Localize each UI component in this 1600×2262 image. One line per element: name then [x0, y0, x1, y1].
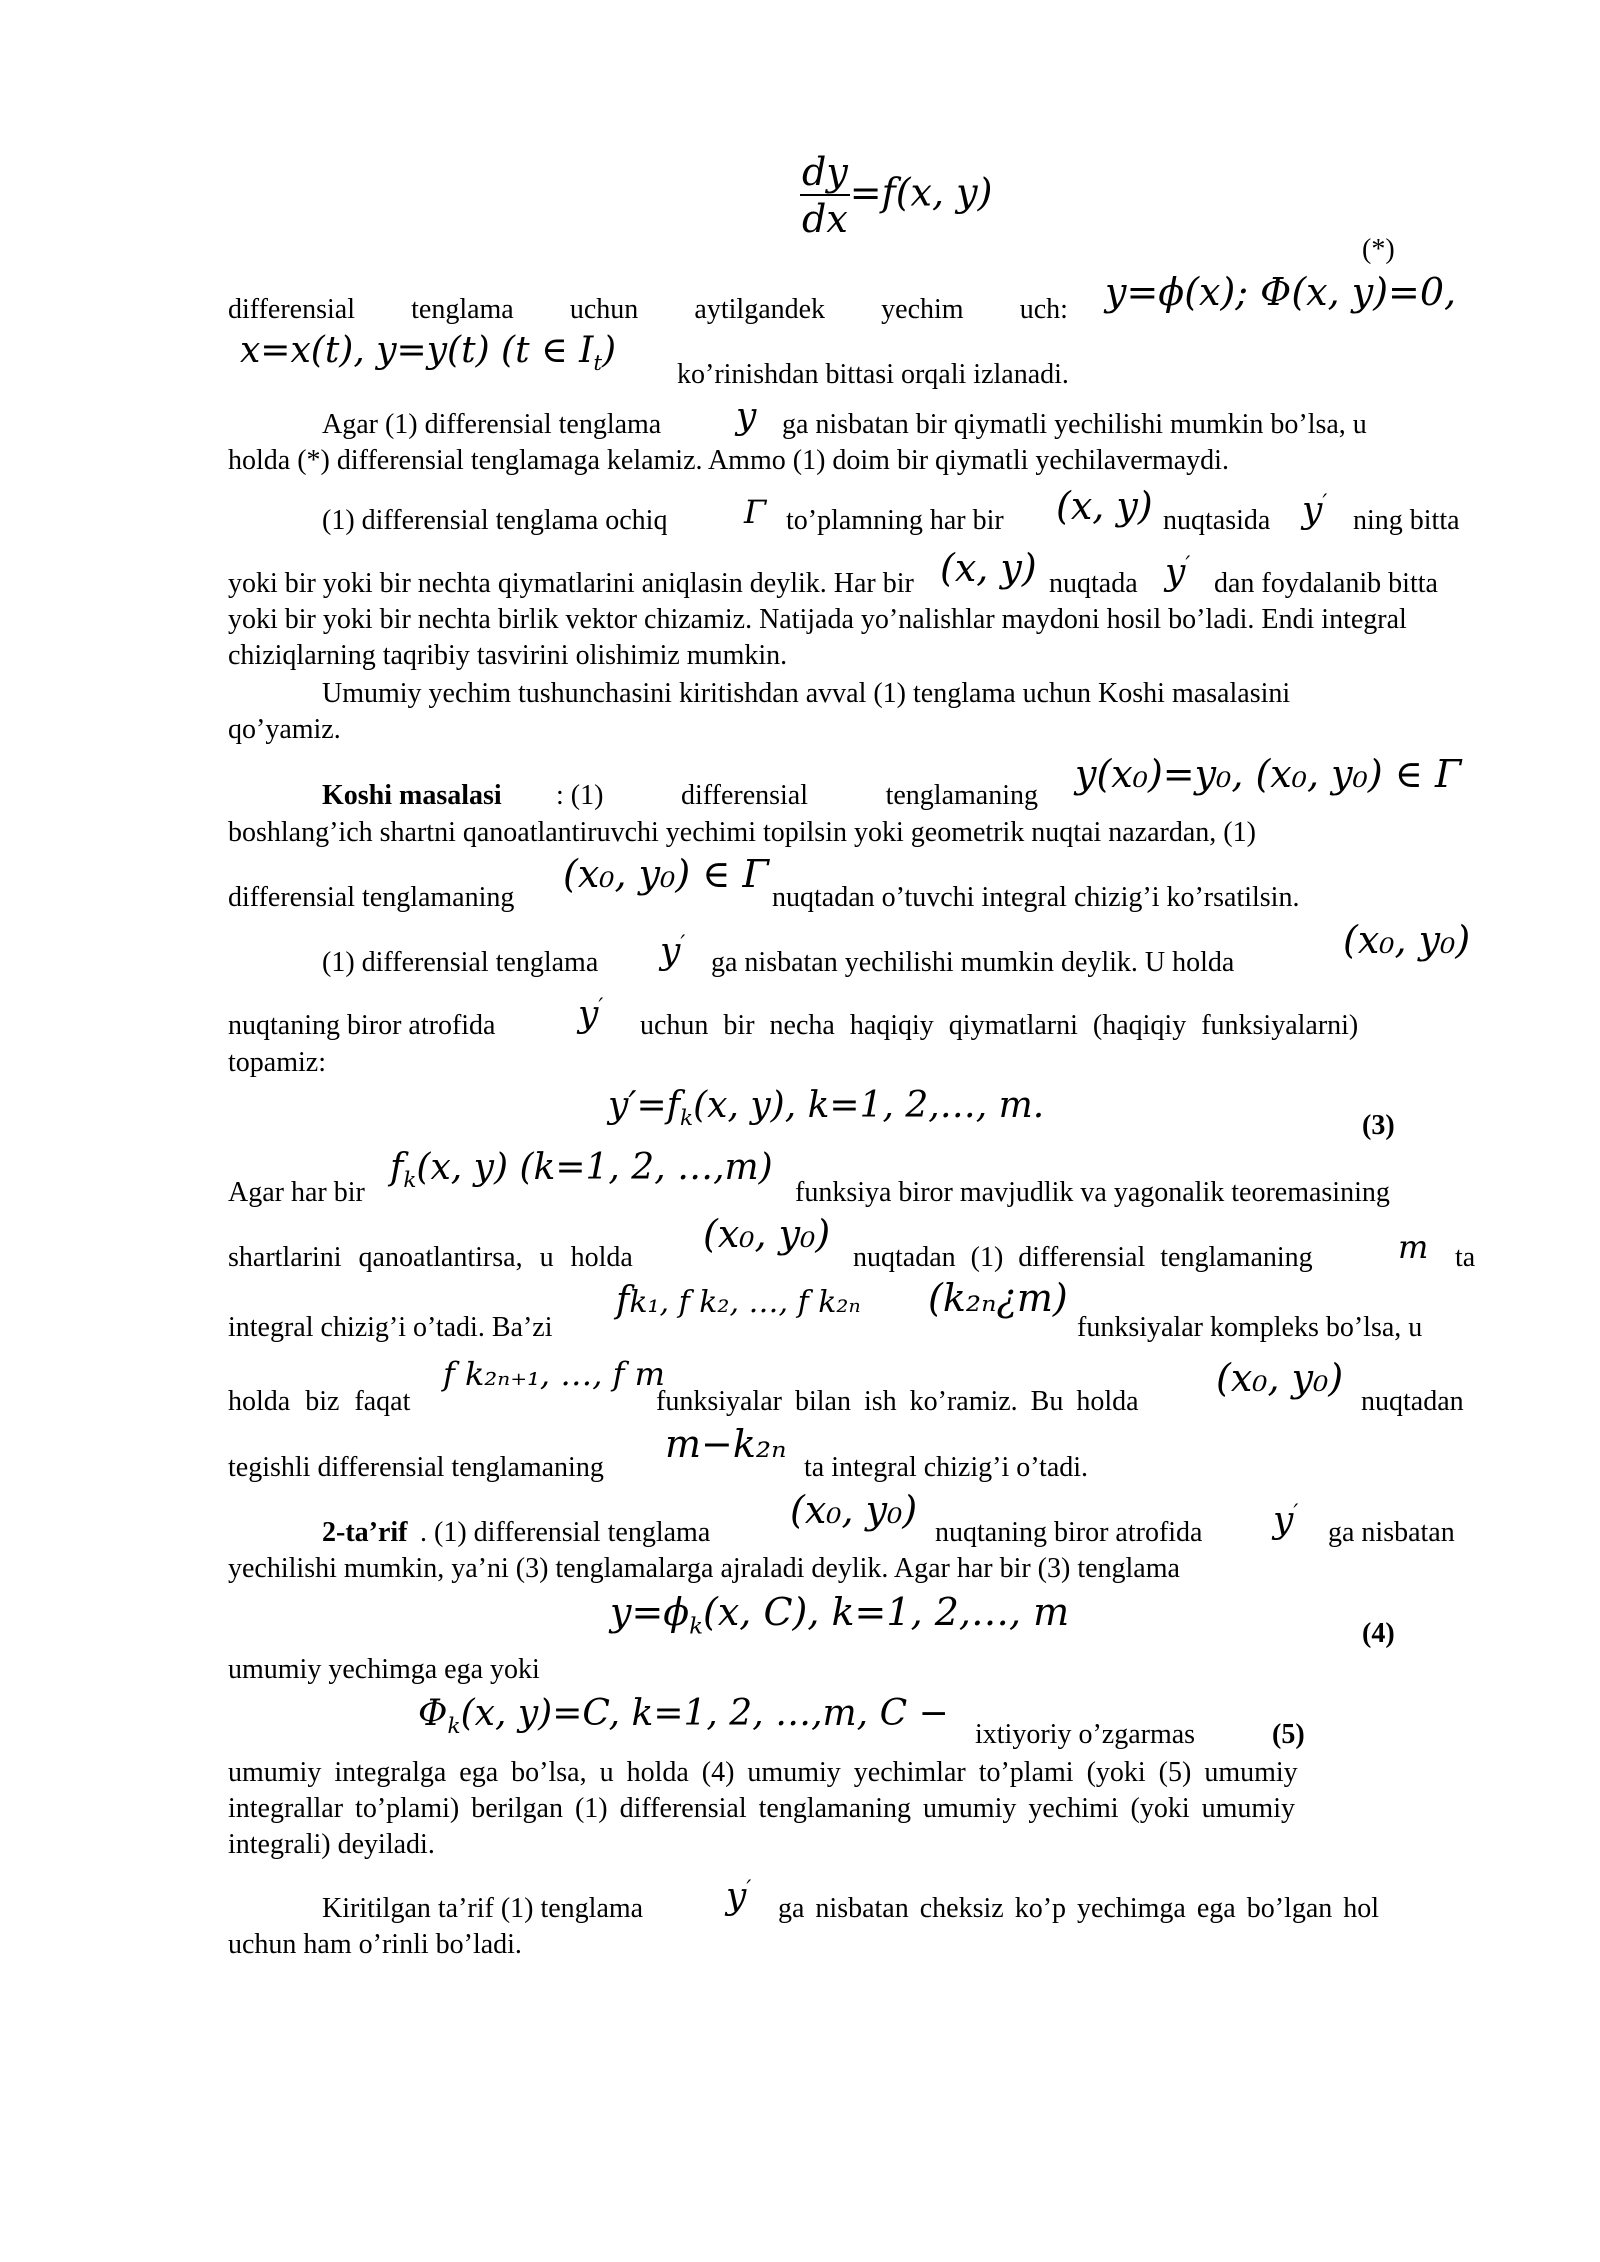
math-y-prime-3: y′ [660, 931, 686, 972]
p7-line2b: nuqtadan (1) differensial tenglamaning [853, 1242, 1313, 1273]
p7-line1b: funksiya biror mavjudlik va yagonalik teoremasining [795, 1177, 1390, 1208]
math-point-3: (x₀, y₀) [1216, 1356, 1344, 1400]
p8-line5: integrallar to’plami) berilgan (1) differensial tenglamaning umumiy yechimi (yoki umumiy [228, 1793, 1295, 1824]
p3-line2a: yoki bir yoki bir nechta qiymatlarini aniqlasin deylik. Har bir [228, 568, 914, 599]
formula-3 [608, 1085, 1044, 1131]
math-y-prime-4: y′ [578, 994, 604, 1035]
p5-line1-words [556, 778, 1038, 814]
p2-line1b: ga nisbatan bir qiymatli yechilishi mumkin bo’lsa, u [782, 409, 1367, 440]
math-f-rest: (x, y) (k=1, 2, …,m) [416, 1147, 773, 1188]
definition-2-heading: 2-ta’rif [322, 1517, 408, 1548]
math-point-2: (x₀, y₀) [703, 1212, 831, 1256]
word: tenglamaning [885, 780, 1038, 811]
math-subscript: k [689, 1613, 704, 1640]
formula-3-main: y′=f [608, 1085, 680, 1126]
p7-line5a: tegishli differensial tenglamaning [228, 1452, 604, 1483]
p7-line5b: ta integral chizig’i o’tadi. [804, 1452, 1089, 1483]
p7-line3a: integral chizig’i o’tadi. Ba’zi [228, 1312, 553, 1343]
p5-line3b: nuqtadan o’tuvchi integral chizig’i ko’rsatilsin. [772, 882, 1300, 913]
formula-4 [610, 1590, 1069, 1640]
p6-line1a: (1) differensial tenglama [322, 947, 599, 978]
math-initial-condition: y(x₀)=y₀, (x₀, y₀) ∈ Γ [1075, 752, 1462, 796]
formula-4-rest: (x, C), k=1, 2,…, m [703, 1590, 1070, 1634]
p8-line1c: ga nisbatan [1328, 1517, 1455, 1548]
math-y-prime-5: y′ [1273, 1500, 1299, 1541]
formula-rhs: =f(x, y) [849, 170, 993, 215]
p7-line1a: Agar har bir [228, 1177, 365, 1208]
word: differensial [228, 294, 355, 325]
p7-line2c: ta [1455, 1242, 1476, 1273]
math-parametric [240, 330, 616, 376]
p3-line2c: dan foydalanib bitta [1214, 568, 1438, 599]
math-parametric-main: x=x(t), y=y(t) (t ∈ I [240, 330, 594, 371]
math-f: f [390, 1147, 404, 1188]
word: uchun [569, 294, 639, 325]
p7-line4c: nuqtadan [1361, 1386, 1464, 1417]
p2-line2: holda (*) differensial tenglamaga kelamiz. Ammo (1) doim bir qiymatli yechilavermaydi. [228, 445, 1229, 476]
word: : (1) [556, 780, 604, 811]
p3-line2b: nuqtada [1049, 568, 1138, 599]
math-xy-2: (x, y) [940, 546, 1037, 590]
p8-line3: umumiy yechimga ega yoki [228, 1654, 540, 1685]
fraction-denominator: dx [802, 197, 848, 241]
p8-line2: yechilishi mumkin, ya’ni (3) tenglamalarga ajraladi deylik. Agar har bir (3) tenglama [228, 1553, 1180, 1584]
math-subscript: t [593, 351, 603, 377]
p8-line6: integrali) deyiladi. [228, 1829, 435, 1860]
p7-line2a: shartlarini qanoatlantirsa, u holda [228, 1242, 633, 1273]
p2-line1a: Agar (1) differensial tenglama [322, 409, 662, 440]
math-paren: ) [602, 330, 617, 371]
p6-line1b: ga nisbatan yechilishi mumkin deylik. U holda [711, 947, 1235, 978]
math-y-prime: y′ [1302, 490, 1328, 531]
math-fk-list [616, 1280, 861, 1321]
word: yechim [881, 294, 964, 325]
math-fk2: f k₂ₙ₊₁, …, f m [443, 1355, 665, 1393]
formula-3-rest: (x, y), k=1, 2,…, m. [693, 1085, 1045, 1126]
p1-line2-end: ko’rinishdan bittasi orqali izlanadi. [677, 359, 1069, 390]
math-point-gamma: (x₀, y₀) ∈ Γ [563, 852, 769, 896]
p8-line4: umumiy integralga ega bo’lsa, u holda (4) umumiy yechimlar to’plami (yoki (5) umumiy [228, 1757, 1298, 1788]
math-m: m [1398, 1228, 1429, 1266]
math-fk [390, 1147, 773, 1193]
p7-line4a: holda biz faqat [228, 1386, 411, 1417]
math-y: y [736, 396, 757, 437]
math-point-4: (x₀, y₀) [790, 1488, 918, 1532]
math-xy: (x, y) [1056, 484, 1153, 528]
math-y: y [1165, 552, 1186, 593]
p6-line3: topamiz: [228, 1047, 326, 1078]
math-solution-forms: y=ϕ(x); Φ(x, y)=0, [1105, 270, 1457, 314]
p9-line1b: ga nisbatan cheksiz ko’p yechimga ega bo’lgan hol [778, 1893, 1380, 1924]
formula-5-rest: (x, y)=C, k=1, 2, …,m, C − [460, 1693, 949, 1734]
math-k2n-m: (k₂ₙ¿m) [928, 1276, 1068, 1320]
fraction-numerator: dy [802, 150, 848, 194]
p6-line2b-text: uchun bir necha haqiqiy qiymatlarni (haqiqiy funksiyalarni) [640, 1010, 1359, 1041]
math-y-prime-2: y′ [1165, 552, 1191, 593]
p1-line1-words [228, 292, 1068, 328]
equation-label-4: (4) [1362, 1618, 1395, 1649]
p3-line1a: (1) differensial tenglama ochiq [322, 505, 668, 536]
math-f: f [616, 1280, 630, 1321]
formula-main [800, 150, 992, 242]
math-subscript: k [403, 1168, 417, 1194]
p6-line2b [640, 1008, 1485, 1044]
p3-line1c: nuqtasida [1163, 505, 1271, 536]
math-point: (x₀, y₀) [1343, 918, 1471, 962]
math-y: y [1302, 490, 1323, 531]
math-fk-list-rest: k₁, f k₂, …, f k₂ₙ [629, 1285, 861, 1320]
p3-line3: yoki bir yoki bir nechta birlik vektor chizamiz. Natijada yo’nalishlar maydoni hosil bo’ladi. Endi integral [228, 604, 1407, 635]
formula-5 [418, 1693, 949, 1739]
word: tenglama [411, 294, 514, 325]
equation-label-5: (5) [1272, 1719, 1305, 1750]
word: aytilgandek [694, 294, 826, 325]
equation-label-3: (3) [1362, 1110, 1395, 1141]
p8-line1b: nuqtaning biror atrofida [935, 1517, 1203, 1548]
p6-line2a: nuqtaning biror atrofida [228, 1010, 496, 1041]
math-m-k2n: m−k₂ₙ [665, 1422, 787, 1466]
p8-line1a: . (1) differensial tenglama [420, 1517, 711, 1548]
p7-line4b: funksiyalar bilan ish ko’ramiz. Bu holda [656, 1386, 1139, 1417]
p9-line1a: Kiritilgan ta’rif (1) tenglama [322, 1893, 644, 1924]
p7-line3b: funksiyalar kompleks bo’lsa, u [1077, 1312, 1423, 1343]
p4-line1: Umumiy yechim tushunchasini kiritishdan avval (1) tenglama uchun Koshi masalasini [322, 678, 1291, 709]
p9-line2: uchun ham o’rinli bo’ladi. [228, 1929, 522, 1960]
formula-5-text: ixtiyoriy o’zgarmas [975, 1719, 1196, 1750]
word: uch: [1019, 294, 1068, 325]
formula-5-main: Φ [418, 1693, 448, 1734]
p5-line2: boshlang’ich shartni qanoatlantiruvchi yechimi topilsin yoki geometrik nuqtai nazardan, (1) [228, 817, 1256, 848]
equation-label-star: (*) [1362, 234, 1395, 265]
p3-line1b: to’plamning har bir [786, 505, 1004, 536]
p5-line3a: differensial tenglamaning [228, 882, 515, 913]
p3-line1d: ning bitta [1353, 505, 1460, 536]
math-subscript: k [447, 1714, 461, 1740]
math-subscript: k [680, 1106, 694, 1132]
math-gamma: Γ [744, 493, 767, 531]
p4-line2: qo’yamiz. [228, 714, 341, 745]
formula-4-main: y=ϕ [610, 1590, 690, 1634]
word: differensial [681, 780, 808, 811]
p3-line4: chiziqlarning taqribiy tasvirini olishimiz mumkin. [228, 640, 788, 671]
koshi-heading: Koshi masalasi [322, 780, 502, 811]
math-y-prime-6: y′ [726, 1876, 752, 1917]
